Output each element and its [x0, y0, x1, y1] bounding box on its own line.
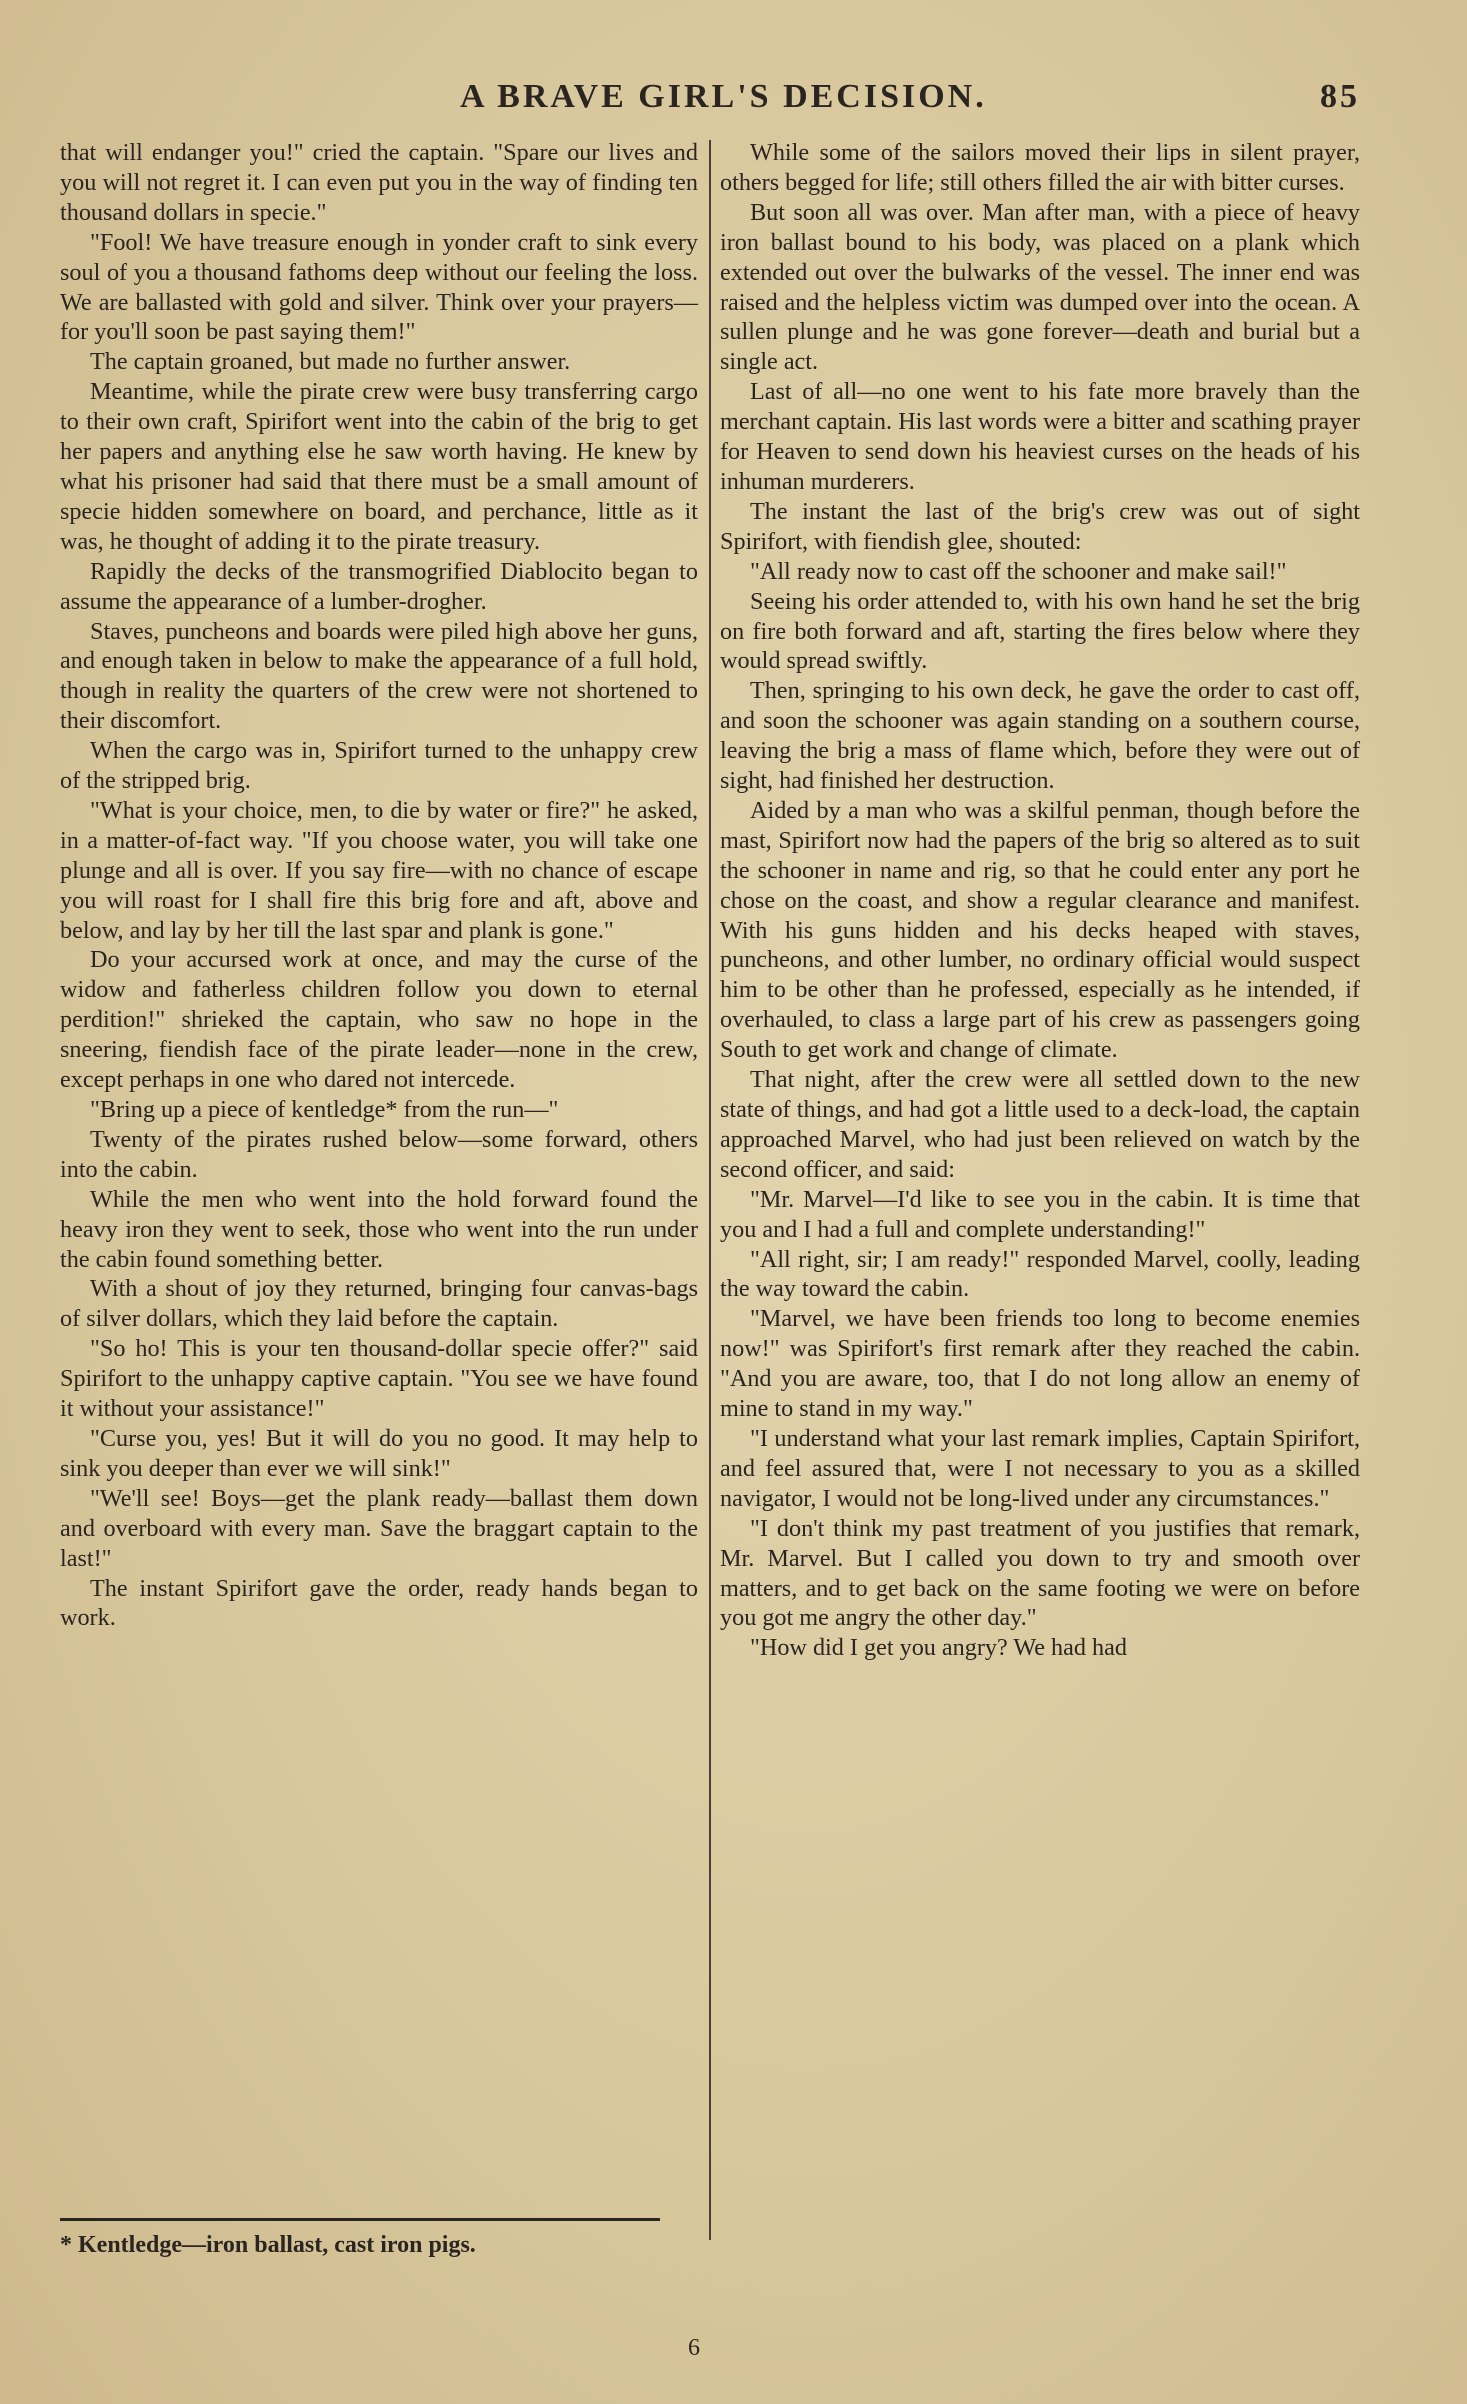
- paragraph: "Bring up a piece of kentledge* from the run—": [90, 1096, 559, 1123]
- page-number: 85: [1320, 78, 1360, 115]
- paragraph: Meantime, while the pirate crew were busy transferring cargo to their own craft, Spirifort went into the cabin of the brig to get her papers and anything else he saw worth having. He knew by what his prisoner had said that there must be a small amount of specie hidden somewhere on board, and perchance, little as it was, he thought of adding it to the pirate treasury.: [60, 378, 698, 555]
- paragraph: While the men who went into the hold forward found the heavy iron they went to seek, those who went into the run under the cabin found something better.: [60, 1185, 698, 1273]
- paragraph: "All right, sir; I am ready!" responded Marvel, coolly, leading the way toward the cabin.: [720, 1245, 1360, 1303]
- paragraph: With a shout of joy they returned, bringing four canvas-bags of silver dollars, which they laid before the captain.: [60, 1275, 698, 1333]
- column-divider: [709, 140, 711, 2240]
- paragraph: "I don't think my past treatment of you justifies that remark, Mr. Marvel. But I called you down to try and smooth over matters, and to get back on the same footing we were on before you got me angry the other day.": [720, 1514, 1360, 1632]
- paragraph: Rapidly the decks of the transmogrified Diablocito began to assume the appearance of a lumber-drogher.: [60, 557, 698, 615]
- footnote-rule: [60, 2218, 660, 2221]
- paragraph: When the cargo was in, Spirifort turned to the unhappy crew of the stripped brig.: [60, 737, 698, 795]
- paragraph: Staves, puncheons and boards were piled high above her guns, and enough taken in below to make the appearance of a full hold, though in reality the quarters of the crew were not shortened to their discomfort.: [60, 617, 698, 735]
- paragraph: The captain groaned, but made no further answer.: [90, 348, 571, 376]
- paragraph: "Marvel, we have been friends too long to become enemies now!" was Spirifort's first remark after they reached the cabin. "And you are aware, too, that I do not long allow an enemy of mine to stand in my way.": [720, 1305, 1360, 1423]
- paragraph: But soon all was over. Man after man, with a piece of heavy iron ballast bound to his body, was placed on a plank which extended out over the bulwarks of the vessel. The inner end was raised and the helpless victim was dumped over into the ocean. A sullen plunge and he was gone forever—death and burial but a single act.: [720, 198, 1360, 376]
- footnote: * Kentledge—iron ballast, cast iron pigs.: [60, 2232, 476, 2258]
- running-title: A BRAVE GIRL'S DECISION.: [460, 78, 987, 115]
- paragraph: Then, springing to his own deck, he gave the order to cast off, and soon the schooner was again standing on a southern course, leaving the brig a mass of flame which, before they were out of sight, had finished her destruction.: [720, 677, 1360, 795]
- paragraph: that will endanger you!" cried the captain. "Spare our lives and you will not regret it. I can even put you in the way of finding ten thousand dollars in specie.": [60, 139, 698, 226]
- paragraph: While some of the sailors moved their lips in silent prayer, others begged for life; still others filled the air with bitter curses.: [720, 139, 1360, 196]
- page-header: [460, 78, 1360, 122]
- signature-mark: 6: [688, 2335, 700, 2361]
- right-column: [720, 138, 1360, 1663]
- paragraph: That night, after the crew were all settled down to the new state of things, and had got a little used to a deck-load, the captain approached Marvel, who had just been relieved on watch by the second officer, and said:: [720, 1066, 1360, 1183]
- paragraph: "I understand what your last remark implies, Captain Spirifort, and feel assured that, were I not necessary to you as a skilled navigator, I would not be long-lived under any circumstances.": [720, 1424, 1360, 1512]
- paragraph: Do your accursed work at once, and may the curse of the widow and fatherless children follow you down to eternal perdition!" shrieked the captain, who saw no hope in the sneering, fiendish face of the pirate leader—none in the crew, except perhaps in one who dared not intercede.: [60, 946, 698, 1094]
- paragraph: "We'll see! Boys—get the plank ready—ballast them down and overboard with every man. Save the braggart captain to the last!": [60, 1484, 698, 1572]
- paragraph: "What is your choice, men, to die by water or fire?" he asked, in a matter-of-fact way. "If you choose water, you will take one plunge and all is over. If you say fire—with no chance of escape you will roast for I shall fire this brig fore and aft, above and below, and lay by her till the last spar and plank is gone.": [60, 796, 698, 944]
- paragraph: "Fool! We have treasure enough in yonder craft to sink every soul of you a thousand fathoms deep without our feeling the loss. We are ballasted with gold and silver. Think over your prayers—for you'll soon be past saying them!": [60, 228, 698, 346]
- paragraph: Aided by a man who was a skilful penman, though before the mast, Spirifort now had the papers of the brig so altered as to suit the schooner in name and rig, so that he could enter any port he chose on the coast, and show a regular clearance and manifest. With his guns hidden and his decks heaped with staves, puncheons, and other lumber, no ordinary official would suspect him to be other than he professed, especially as he intended, if overhauled, to class a large part of his crew as passengers going South to get work and change of climate.: [720, 796, 1360, 1064]
- paragraph: The instant the last of the brig's crew was out of sight Spirifort, with fiendish glee, shouted:: [720, 497, 1360, 555]
- paragraph: "Curse you, yes! But it will do you no good. It may help to sink you deeper than ever we will sink!": [60, 1424, 698, 1482]
- paragraph: Seeing his order attended to, with his own hand he set the brig on fire both forward and aft, starting the fires below where they would spread swiftly.: [720, 587, 1360, 675]
- paragraph: Last of all—no one went to his fate more bravely than the merchant captain. His last words were a bitter and scathing prayer for Heaven to send down his heaviest curses on the heads of his inhuman murderers.: [720, 378, 1360, 495]
- paragraph: The instant Spirifort gave the order, ready hands began to work.: [60, 1574, 698, 1632]
- paragraph: "All ready now to cast off the schooner and make sail!": [750, 557, 1287, 585]
- paragraph: "Mr. Marvel—I'd like to see you in the cabin. It is time that you and I had a full and complete understanding!": [720, 1185, 1360, 1243]
- left-column: [60, 138, 698, 1633]
- paragraph: "How did I get you angry? We had had: [750, 1634, 1127, 1662]
- paragraph: Twenty of the pirates rushed below—some forward, others into the cabin.: [60, 1125, 698, 1183]
- paragraph: "So ho! This is your ten thousand-dollar specie offer?" said Spirifort to the unhappy captive captain. "You see we have found it without your assistance!": [60, 1335, 698, 1423]
